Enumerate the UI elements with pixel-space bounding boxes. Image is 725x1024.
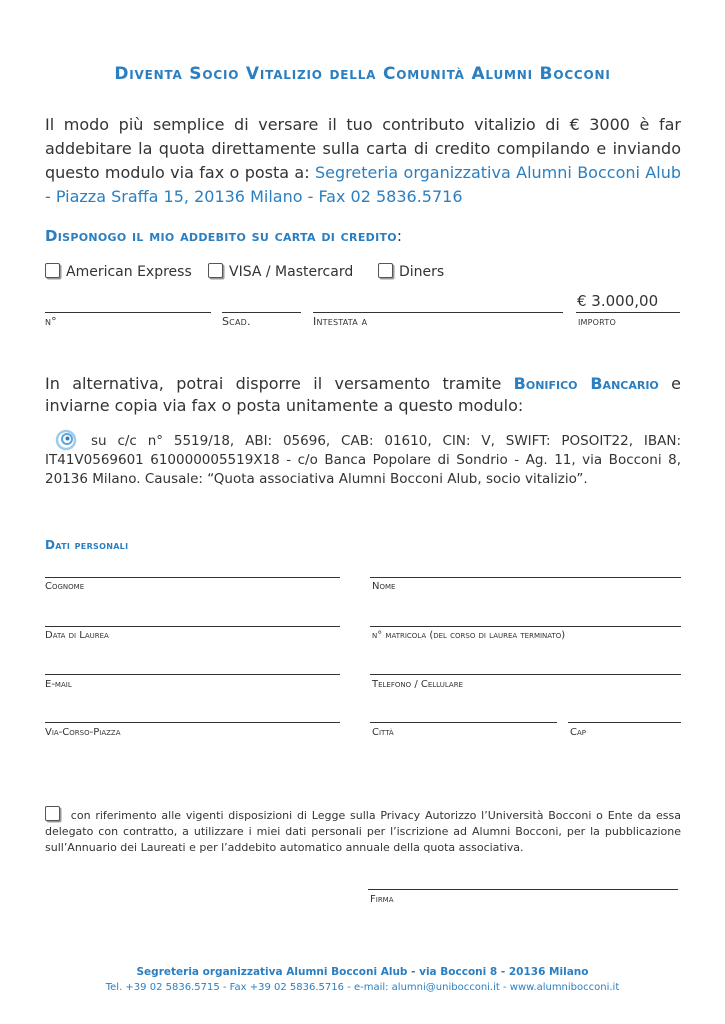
amount-value: € 3.000,00 — [577, 292, 659, 310]
checkbox-privacy[interactable] — [45, 806, 60, 821]
grad-date-label: Data di Laurea — [45, 630, 109, 641]
card-section-title — [45, 227, 402, 245]
checkbox-diners[interactable] — [378, 263, 393, 278]
matricola-line[interactable] — [370, 626, 681, 627]
alternative-paragraph — [45, 373, 681, 417]
checkbox-visa[interactable] — [208, 263, 223, 278]
signature-line[interactable] — [368, 889, 678, 890]
name-line[interactable] — [370, 577, 681, 578]
amount-label: importo — [578, 315, 616, 328]
matricola-label: n° matricola (del corso di laurea terminato) — [372, 630, 566, 641]
checkbox-amex[interactable] — [45, 263, 60, 278]
option-amex-label: American Express — [66, 264, 192, 280]
privacy-text: con riferimento alle vigenti disposizioni di Legge sulla Privacy Autorizzo l’Università Bocconi o Ente da essa delegato con contratto, a utilizzare i miei dati personali per l’iscrizione ad Alumni Bocconi, per la pubblicazione sull’Annuario dei Laureati e per l’addebito automatico annuale della quota associativa. — [45, 809, 681, 854]
expiry-label: Scad. — [222, 315, 251, 328]
city-label: Città — [372, 727, 394, 738]
footer-contacts: Tel. +39 02 5836.5715 - Fax +39 02 5836.5716 - e-mail: alumni@unibocconi.it - www.alumnibocconi.it — [105, 982, 620, 993]
option-visa-label: VISA / Mastercard — [229, 264, 354, 280]
expiry-line[interactable] — [222, 312, 301, 313]
personal-section-title: Dati personali — [45, 538, 129, 552]
card-number-line[interactable] — [45, 312, 211, 313]
intro-text: Il modo più semplice di versare il tuo contributo vitalizio di € 3000 è far addebitare la quota direttamente sulla carta di credito compilando e inviando questo modulo via fax o posta a: — [45, 115, 681, 182]
zip-label: Cap — [570, 727, 586, 738]
card-section-colon: : — [396, 227, 403, 245]
bank-details-text: su c/c n° 5519/18, ABI: 05696, CAB: 01610, CIN: V, SWIFT: POSOIT22, IBAN: IT41V0569601 610000005519X18 - c/o Banca Popolare di Sondrio - Ag. 11, via Bocconi 8, 20136 Milano. Causale: “Quota associativa Alumni Bocconi Alub, socio vitalizio”. — [45, 433, 681, 487]
alternative-highlight: Bonifico Bancario — [513, 374, 659, 393]
card-section-title-text: Disponogo il mio addebito su carta di credito — [45, 227, 397, 245]
city-line[interactable] — [370, 722, 557, 723]
phone-line[interactable] — [370, 674, 681, 675]
signature-label: Firma — [370, 894, 394, 905]
grad-date-line[interactable] — [45, 626, 340, 627]
name-label: Nome — [372, 581, 396, 592]
intro-paragraph — [45, 113, 681, 209]
surname-label: Cognome — [45, 581, 85, 592]
alternative-text-after: e inviarne copia via fax o posta unitamente a questo modulo: — [45, 374, 681, 415]
option-diners[interactable] — [378, 263, 444, 280]
privacy-consent — [45, 806, 681, 856]
phone-label: Telefono / Cellulare — [372, 679, 463, 690]
swirl-icon — [55, 429, 77, 451]
amount-line — [576, 312, 680, 313]
surname-line[interactable] — [45, 577, 340, 578]
email-label: E-mail — [45, 679, 72, 690]
bank-details — [45, 429, 681, 489]
street-label: Via-Corso-Piazza — [45, 727, 121, 738]
zip-line[interactable] — [568, 722, 681, 723]
option-diners-label: Diners — [399, 264, 445, 280]
intro-address: Segreteria organizzativa Alumni Bocconi Alub - Piazza Sraffa 15, 20136 Milano - Fax 02 5836.5716 — [45, 163, 681, 206]
street-line[interactable] — [45, 722, 340, 723]
alternative-text-before: In alternativa, potrai disporre il versamento tramite — [45, 374, 514, 393]
option-visa[interactable] — [208, 263, 353, 280]
email-line[interactable] — [45, 674, 340, 675]
holder-line[interactable] — [313, 312, 563, 313]
footer-address: Segreteria organizzativa Alumni Bocconi Alub - via Bocconi 8 - 20136 Milano — [136, 966, 589, 978]
card-number-label: n° — [45, 315, 57, 328]
holder-label: Intestata a — [313, 315, 368, 328]
option-amex[interactable] — [45, 263, 192, 280]
page-title: Diventa Socio Vitalizio della Comunità Alumni Bocconi — [114, 64, 611, 84]
